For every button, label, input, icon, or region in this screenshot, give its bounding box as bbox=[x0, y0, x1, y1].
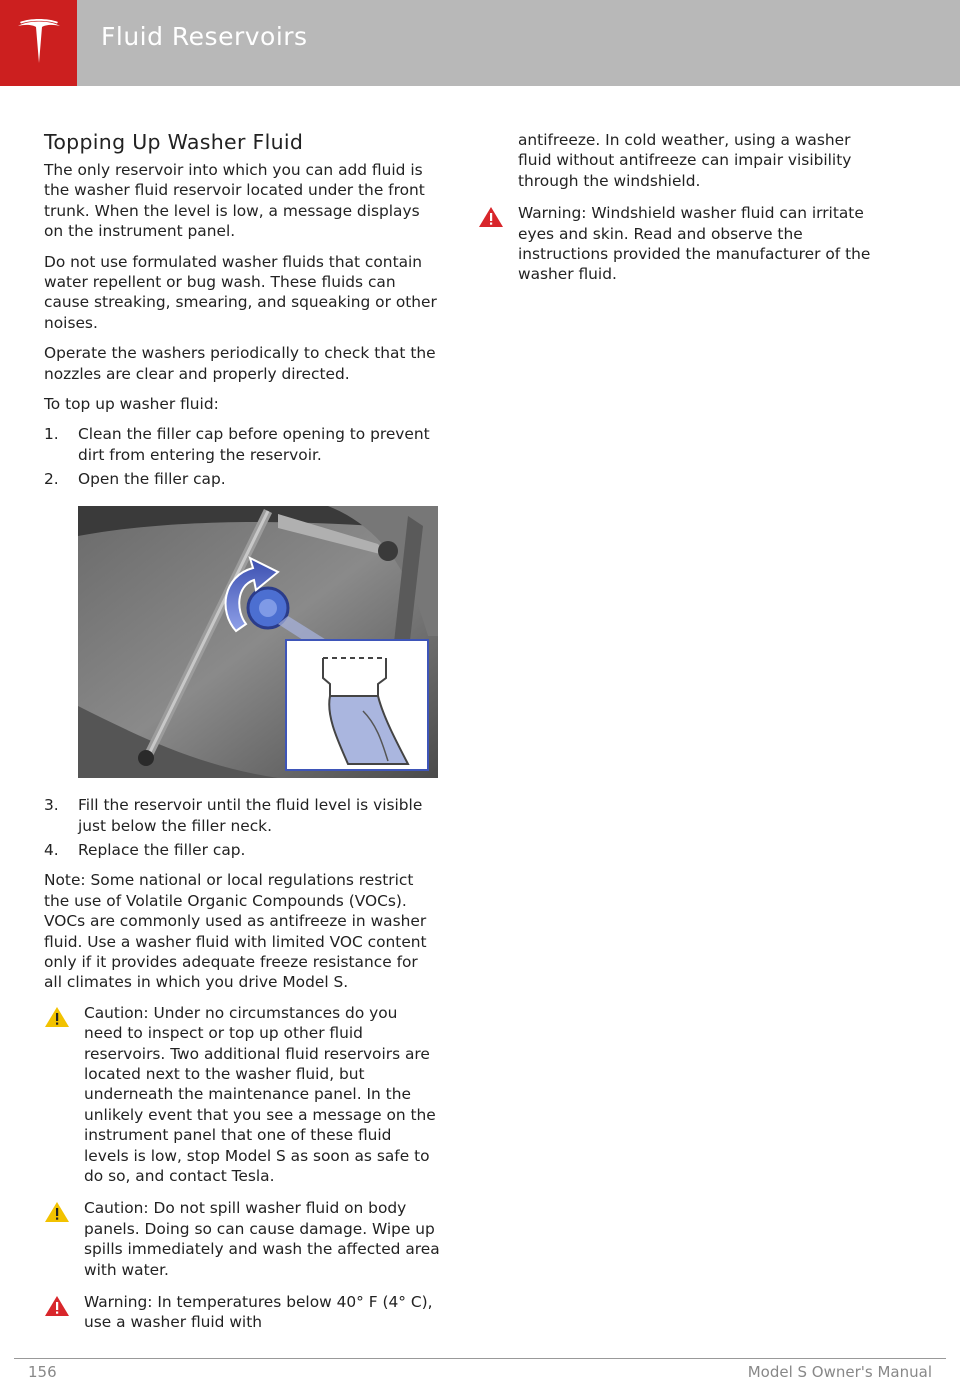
step-item bbox=[44, 795, 440, 836]
warning-text: Warning: Windshield washer fluid can irritate eyes and skin. Read and observe the instructions provided the manufacturer of the washer fluid. bbox=[518, 204, 871, 284]
paragraph: The only reservoir into which you can add fluid is the washer fluid reservoir located under the front trunk. When the level is low, a message displays on the instrument panel. bbox=[44, 161, 425, 241]
step-text: Clean the filler cap before opening to prevent dirt from entering the reservoir. bbox=[78, 425, 430, 464]
section-title: Topping Up Washer Fluid bbox=[44, 130, 304, 154]
step-text: Open the filler cap. bbox=[78, 470, 226, 489]
brand-logo-box bbox=[0, 0, 77, 86]
filler-cap-illustration bbox=[78, 506, 438, 778]
paragraph: To top up washer fluid: bbox=[44, 395, 219, 414]
note-paragraph: Note: Some national or local regulations restrict the use of Volatile Organic Compounds (VOCs). VOCs are commonly used as antifreeze in washer fluid. Use a washer fluid with limited VOC content only if it provides adequate freeze resistance for all climates in which you drive Model S. bbox=[44, 871, 427, 992]
step-item bbox=[44, 840, 440, 860]
step-text: Fill the reservoir until the fluid level is visible just below the filler neck. bbox=[78, 796, 423, 835]
warning-text-continued: antifreeze. In cold weather, using a washer fluid without antifreeze can impair visibility through the windshield. bbox=[518, 131, 852, 190]
right-column bbox=[478, 130, 878, 297]
warning-note bbox=[478, 203, 878, 285]
caution-text: Caution: Under no circumstances do you need to inspect or top up other fluid reservoirs. Two additional fluid reservoirs are located next to the washer fluid, but underneath the maintenance panel. In the unlikely event that you see a message on the instrument panel that one of these fluid levels is low, stop Model S as soon as safe to do so, and contact Tesla. bbox=[84, 1003, 436, 1185]
step-item bbox=[44, 469, 440, 489]
step-number: 3. bbox=[44, 796, 59, 815]
page-number: 156 bbox=[28, 1363, 57, 1381]
caution-note bbox=[44, 1198, 440, 1280]
paragraph: Operate the washers periodically to check that the nozzles are clear and properly directed. bbox=[44, 344, 436, 383]
caution-icon bbox=[44, 1201, 70, 1223]
warning-icon bbox=[478, 206, 504, 228]
warning-continued bbox=[478, 130, 878, 191]
left-column bbox=[44, 128, 440, 1345]
step-number: 4. bbox=[44, 840, 59, 859]
page-header bbox=[0, 0, 960, 86]
page-title: Fluid Reservoirs bbox=[101, 22, 308, 51]
footer-divider bbox=[14, 1358, 946, 1359]
step-number: 2. bbox=[44, 470, 59, 489]
caution-note bbox=[44, 1003, 440, 1187]
tesla-logo-icon bbox=[14, 19, 64, 69]
step-text: Replace the filler cap. bbox=[78, 840, 246, 859]
manual-title: Model S Owner's Manual bbox=[747, 1363, 932, 1381]
caution-icon bbox=[44, 1006, 70, 1028]
step-number: 1. bbox=[44, 425, 59, 444]
caution-text: Caution: Do not spill washer fluid on body panels. Doing so can cause damage. Wipe up spills immediately and wash the affected area with water. bbox=[84, 1199, 440, 1279]
warning-icon bbox=[44, 1295, 70, 1317]
warning-text: Warning: In temperatures below 40° F (4° C), use a washer fluid with bbox=[84, 1293, 433, 1332]
warning-note bbox=[44, 1292, 440, 1333]
paragraph: Do not use formulated washer fluids that contain water repellent or bug wash. These fluids can cause streaking, smearing, and squeaking or other noises. bbox=[44, 252, 437, 332]
step-item bbox=[44, 424, 440, 465]
